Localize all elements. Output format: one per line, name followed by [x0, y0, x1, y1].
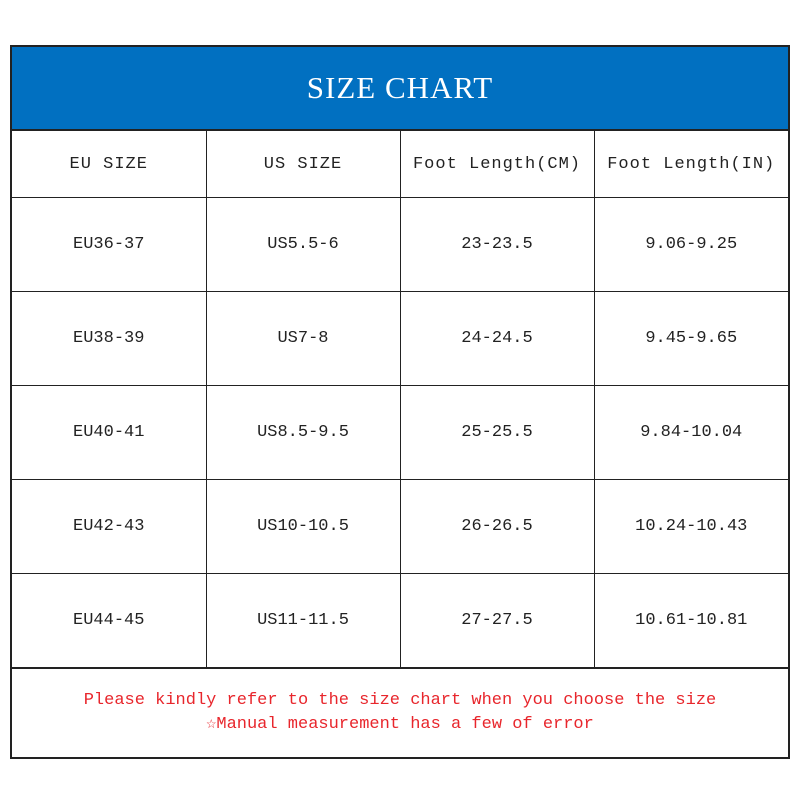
cell-eu-size: EU44-45 — [12, 574, 206, 668]
cell-foot-length-cm: 24-24.5 — [400, 292, 594, 386]
header-row — [12, 131, 788, 198]
cell-foot-length-cm: 25-25.5 — [400, 386, 594, 480]
cell-foot-length-cm: 23-23.5 — [400, 198, 594, 292]
cell-foot-length-in: 9.84-10.04 — [594, 386, 788, 480]
table-row — [12, 292, 788, 386]
table-row — [12, 480, 788, 574]
cell-us-size: US8.5-9.5 — [206, 386, 400, 480]
cell-eu-size: EU42-43 — [12, 480, 206, 574]
header-eu-size: EU SIZE — [12, 131, 206, 198]
size-chart — [10, 45, 790, 759]
header-foot-length-in: Foot Length(IN) — [594, 131, 788, 198]
note-line-2: ☆Manual measurement has a few of error — [206, 715, 594, 734]
cell-foot-length-in: 10.24-10.43 — [594, 480, 788, 574]
cell-us-size: US5.5-6 — [206, 198, 400, 292]
header-foot-length-cm: Foot Length(CM) — [400, 131, 594, 198]
cell-us-size: US7-8 — [206, 292, 400, 386]
cell-eu-size: EU38-39 — [12, 292, 206, 386]
size-table — [12, 131, 788, 668]
table-row — [12, 198, 788, 292]
cell-us-size: US11-11.5 — [206, 574, 400, 668]
cell-foot-length-in: 9.45-9.65 — [594, 292, 788, 386]
cell-eu-size: EU36-37 — [12, 198, 206, 292]
header-us-size: US SIZE — [206, 131, 400, 198]
size-note — [12, 668, 788, 757]
cell-us-size: US10-10.5 — [206, 480, 400, 574]
cell-foot-length-cm: 26-26.5 — [400, 480, 594, 574]
cell-foot-length-in: 9.06-9.25 — [594, 198, 788, 292]
cell-foot-length-cm: 27-27.5 — [400, 574, 594, 668]
table-row — [12, 574, 788, 668]
cell-eu-size: EU40-41 — [12, 386, 206, 480]
table-row — [12, 386, 788, 480]
chart-title: SIZE CHART — [12, 47, 788, 131]
note-line-1: Please kindly refer to the size chart when you choose the size — [83, 691, 717, 710]
cell-foot-length-in: 10.61-10.81 — [594, 574, 788, 668]
